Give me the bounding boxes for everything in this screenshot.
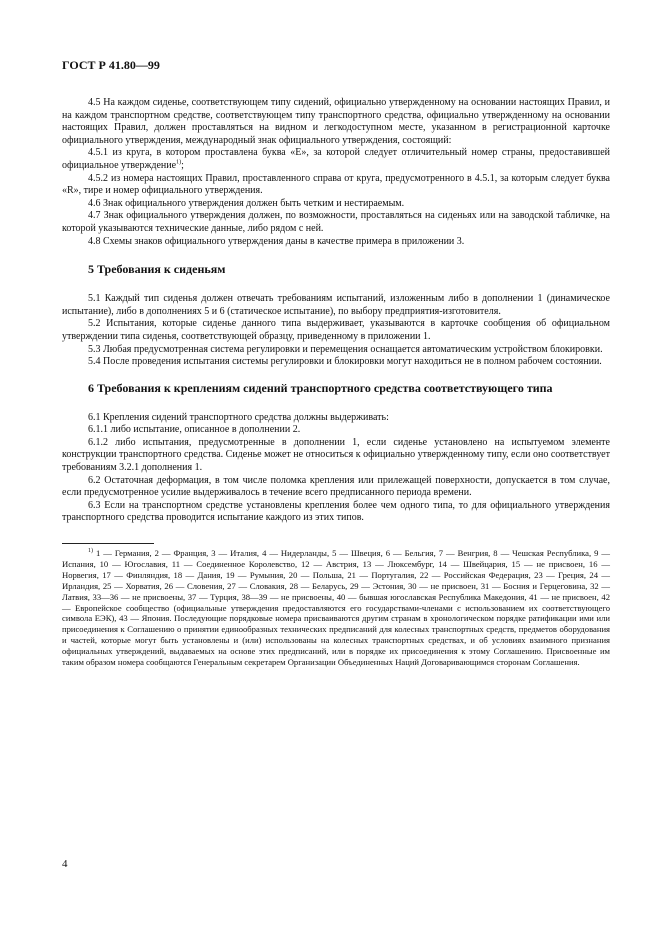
- paragraph-6-2: 6.2 Остаточная деформация, в том числе поломка крепления или прилежащей поверхности, допускается в том случае, если предусмотренное усилие выдерживалось в течение всего предписанного периода времени.: [62, 474, 610, 499]
- paragraph-6-1-2: 6.1.2 либо испытания, предусмотренные в дополнении 1, если сиденье установлено на испытуемом элементе конструкции транспортного средства. Сиденье может не относиться к официально утвержденному типу, если оно соответствует требованиям 3.2.1 дополнения 1.: [62, 436, 610, 474]
- document-page: [62, 58, 610, 668]
- paragraph-6-3: 6.3 Если на транспортном средстве установлены крепления более чем одного типа, то для официального утверждения транспортного средства проводится испытание каждого из этих типов.: [62, 499, 610, 524]
- paragraph-4-5-1: [62, 147, 610, 172]
- paragraph-5-3: 5.3 Любая предусмотренная система регулировки и перемещения оснащается автоматическим устройством блокировки.: [88, 343, 603, 355]
- paragraph-4-6: 4.6 Знак официального утверждения должен быть четким и нестираемым.: [88, 197, 405, 209]
- paragraph-6-1-1: 6.1.1 либо испытание, описанное в дополнении 2.: [88, 424, 301, 436]
- footnote: [62, 548, 610, 668]
- paragraph-6-1: 6.1 Крепления сидений транспортного средства должны выдерживать:: [88, 411, 389, 423]
- footnote-text: 1 — Германия, 2 — Франция, 3 — Италия, 4 — Нидерланды, 5 — Швеция, 6 — Бельгия, 7 — Венгрия, 8 — Чешская Республика, 9 — Испания, 10 — Югославия, 11 — Соединенное Королевство, 12 — Австрия, 13 — Люксембург, 14 — Швейцария, 15 — не присвоен, 16 — Норвегия, 17 — Финляндия, 18 — Дания, 19 — Румыния, 20 — Польша, 21 — Португалия, 22 — Российская Федерация, 23 — Греция, 24 — Ирландия, 25 — Хорватия, 26 — Словения, 27 — Словакия, 28 — Беларусь, 29 — Эстония, 30 — не присвоен, 31 — Босния и Герцеговина, 32 — Латвия, 33—36 — не присвоены, 37 — Турция, 38—39 — не присвоены, 40 — бывшая югославская Республика Македония, 41 — не присвоен, 42 — Европейское сообщество (официальные утверждения предоставляются его государствами-членами с использованием их соответствующего символа ЕЭК), 43 — Япония. Последующие порядковые номера присваиваются другим странам в хронологическом порядке ратификации ими или присоединения к Соглашению о принятии единообразных технических предписаний для колесных транспортных средств, предметов оборудования и частей, которые могут быть установлены и (или) использованы на колесных транспортных средствах, и об условиях взаимного признания официальных утверждений, выдаваемых на основе этих предписаний, или в порядке их присоединения к этому Соглашению. Присвоенные им таким образом номера сообщаются Генеральным секретарем Организации Объединенных Наций Договаривающимся сторонам Соглашения.: [62, 548, 610, 668]
- paragraph-4-7: 4.7 Знак официального утверждения должен, по возможности, проставляться на сиденьях или на заводской табличке, на которой указываются технические данные, либо рядом с ней.: [62, 210, 610, 234]
- footnote-reference: 1): [176, 159, 182, 166]
- paragraph-5-4: 5.4 После проведения испытания системы регулировки и блокировки могут находиться не в полном рабочем состоянии.: [88, 356, 602, 368]
- paragraph-5-1: 5.1 Каждый тип сиденья должен отвечать требованиям испытаний, изложенным либо в дополнении 1 (динамическое испытание), либо в дополнениях 5 и 6 (статическое испытание), по выбору предприятия-изготовителя.: [62, 293, 610, 317]
- paragraph-4-5-1-text: 4.5.1 из круга, в котором проставлена буква «E», за которой следует отличительный номер страны, предоставившей официальное утверждение: [62, 147, 610, 171]
- page-number: 4: [62, 858, 68, 870]
- paragraph-5-2: 5.2 Испытания, которые сиденье данного типа выдерживает, указываются в карточке сообщения об официальном утверждении типа сиденья, соответствующей образцу, приведенному в приложении 1.: [62, 318, 610, 342]
- section-6-heading: 6 Требования к креплениям сидений транспортного средства соответствующего типа: [88, 380, 553, 395]
- paragraph-4-8: 4.8 Схемы знаков официального утверждения даны в качестве примера в приложении 3.: [88, 235, 465, 247]
- document-header: ГОСТ Р 41.80—99: [62, 58, 160, 72]
- paragraph-4-5: 4.5 На каждом сиденье, соответствующем типу сидений, официально утвержденному на основании настоящих Правил, и на каждом транспортном средстве, соответствующем типу транспортного средства, официально утвержденному на основании настоящих Правил, должен проставляться на видном и легкодоступном месте, указанном в регистрационной карточке официального утверждения, международный знак официального утверждения, состоящий:: [62, 97, 610, 146]
- paragraph-4-5-1-end: ;: [181, 159, 184, 171]
- footnote-mark: 1): [88, 548, 93, 555]
- paragraph-4-5-2: 4.5.2 из номера настоящих Правил, проставленного справа от круга, предусмотренного в 4.5.1, за которым следует буква «R», тире и номер официального утверждения.: [62, 172, 610, 197]
- footnote-divider: [62, 543, 154, 544]
- section-5-heading: 5 Требования к сиденьям: [88, 262, 226, 277]
